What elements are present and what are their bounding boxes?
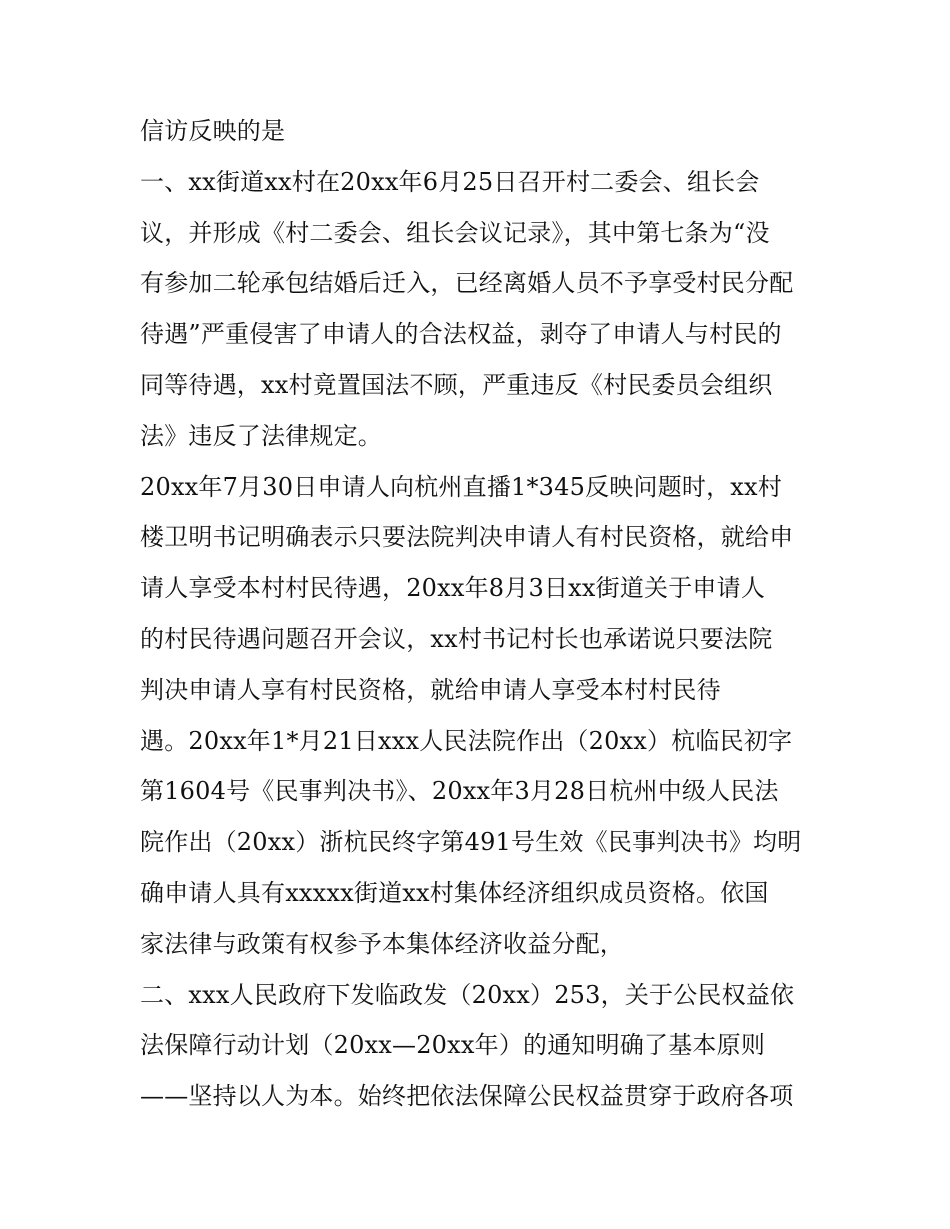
text-line: 法保障行动计划（20xx—20xx年）的通知明确了基本原则: [140, 1031, 766, 1060]
text-line: 待遇”严重侵害了申请人的合法权益，剥夺了申请人与村民的: [140, 320, 782, 349]
text-line: 的村民待遇问题召开会议，xx村书记村长也承诺说只要法院: [140, 624, 773, 653]
text-line: 法》违反了法律规定。: [140, 421, 382, 450]
text-line: 请人享受本村村民待遇，20xx年8月3日xx街道关于申请人: [140, 574, 766, 603]
text-line: 楼卫明书记明确表示只要法院判决申请人有村民资格，就给申: [140, 523, 794, 552]
document-body: [140, 106, 830, 1122]
text-line: 有参加二轮承包结婚后迁入，已经离婚人员不予享受村民分配: [140, 269, 794, 298]
text-line: 一、xx街道xx村在20xx年6月25日召开村二委会、组长会: [140, 167, 760, 196]
text-line: 二、xxx人民政府下发临政发（20xx）253，关于公民权益依: [140, 980, 795, 1009]
text-line: 第1604号《民事判决书》、20xx年3月28日杭州中级人民法: [140, 777, 779, 806]
text-line: 20xx年7月30日申请人向杭州直播1*345反映问题时，xx村: [140, 472, 782, 501]
text-line: 院作出（20xx）浙杭民终字第491号生效《民事判决书》均明: [140, 828, 802, 857]
text-line: 确申请人具有xxxxx街道xx村集体经济组织成员资格。依国: [140, 878, 769, 907]
text-line: 信访反映的是: [140, 117, 286, 145]
text-line: 同等待遇，xx村竟置国法不顾，严重违反《村民委员会组织: [140, 370, 773, 399]
text-line: 议，并形成《村二委会、组长会议记录》，其中第七条为“没: [140, 218, 770, 247]
text-line: 判决申请人享有村民资格，就给申请人享受本村村民待: [140, 675, 721, 704]
text-line: ——坚持以人为本。始终把依法保障公民权益贯穿于政府各项: [140, 1082, 794, 1111]
text-line: 遇。20xx年1*月21日xxx人民法院作出（20xx）杭临民初字: [140, 726, 793, 755]
text-line: 家法律与政策有权参予本集体经济收益分配，: [140, 929, 624, 958]
